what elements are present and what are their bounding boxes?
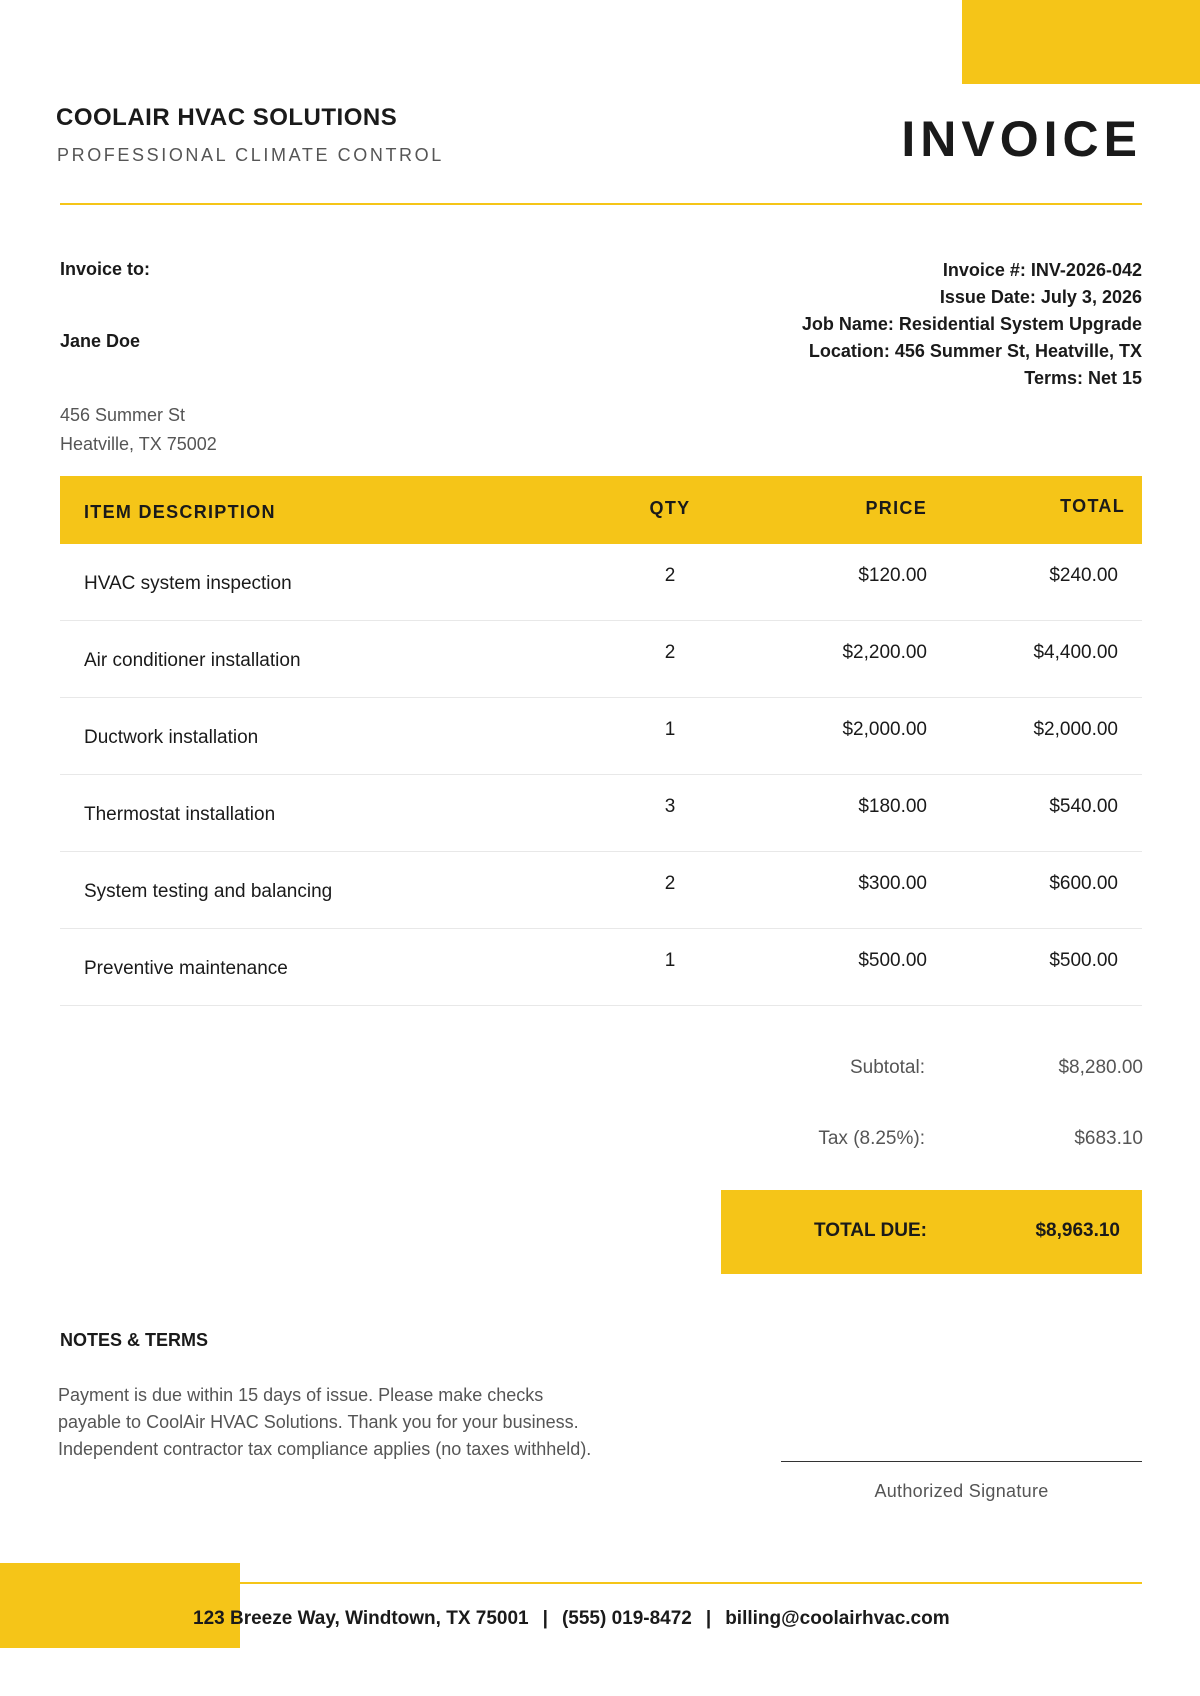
invoice-meta: [802, 257, 1142, 392]
item-description: HVAC system inspection: [84, 573, 292, 594]
item-qty: 3: [664, 796, 676, 817]
item-price: $300.00: [858, 873, 927, 894]
subtotal-label: Subtotal:: [850, 1057, 925, 1078]
footer-separator: |: [542, 1608, 548, 1629]
notes-title: NOTES & TERMS: [60, 1330, 209, 1350]
payment-terms: Terms: Net 15: [1024, 368, 1142, 388]
notes-body: Payment is due within 15 days of issue. Please make checks payable to CoolAir HVAC Solutions. Thank you for your business. Independent contractor tax compliance applies (no taxes withheld).: [58, 1385, 592, 1459]
invoice-to-label: Invoice to:: [60, 259, 151, 279]
job-name: Job Name: Residential System Upgrade: [801, 314, 1142, 334]
table-row: [60, 852, 1142, 929]
company-name: COOLAIR HVAC SOLUTIONS: [56, 104, 398, 131]
footer-separator: |: [705, 1608, 712, 1629]
item-total: $2,000.00: [1033, 719, 1118, 740]
corner-accent-block: [962, 0, 1200, 84]
table-row: [60, 544, 1142, 621]
item-total: $600.00: [1049, 873, 1118, 894]
item-description: Air conditioner installation: [84, 650, 301, 671]
total-due-box: [721, 1190, 1142, 1274]
column-header-price: PRICE: [865, 498, 927, 518]
invoice-number: Invoice #: INV-2026-042: [942, 260, 1142, 280]
table-row: [60, 775, 1142, 852]
footer-phone: (555) 019-8472: [561, 1608, 692, 1629]
items-table-body: [60, 544, 1142, 1006]
tax-label: Tax (8.25%):: [818, 1128, 925, 1149]
job-location: Location: 456 Summer St, Heatville, TX: [808, 341, 1142, 361]
item-qty: 2: [664, 642, 676, 663]
item-description: Ductwork installation: [84, 727, 259, 748]
client-name: Jane Doe: [60, 331, 141, 351]
item-qty: 2: [664, 565, 676, 586]
item-price: $2,000.00: [842, 719, 927, 740]
header-divider: [60, 203, 1142, 205]
item-qty: 1: [664, 950, 676, 971]
item-total: $4,400.00: [1033, 642, 1118, 663]
tax-value: $683.10: [1074, 1128, 1143, 1149]
total-due-value: $8,963.10: [1035, 1220, 1120, 1241]
item-price: $180.00: [858, 796, 927, 817]
client-address-line2: Heatville, TX 75002: [60, 434, 217, 454]
table-row: [60, 929, 1142, 1006]
signature-label: Authorized Signature: [874, 1481, 1049, 1501]
item-qty: 1: [664, 719, 676, 740]
table-row: [60, 698, 1142, 775]
document-title: INVOICE: [901, 111, 1142, 167]
company-tagline: PROFESSIONAL CLIMATE CONTROL: [57, 145, 444, 165]
signature-line: [781, 1461, 1142, 1462]
column-header-qty: QTY: [649, 498, 691, 518]
items-table-header: [60, 476, 1142, 544]
client-address-line1: 456 Summer St: [60, 405, 186, 425]
table-row: [60, 621, 1142, 698]
footer-email: billing@coolairhvac.com: [725, 1608, 950, 1629]
column-header-description: ITEM DESCRIPTION: [84, 502, 276, 522]
item-price: $500.00: [858, 950, 927, 971]
item-qty: 2: [664, 873, 676, 894]
footer-contact: [193, 1608, 950, 1630]
total-due-label: TOTAL DUE:: [814, 1220, 927, 1241]
subtotal-value: $8,280.00: [1058, 1057, 1143, 1078]
item-total: $240.00: [1049, 565, 1118, 586]
item-total: $500.00: [1049, 950, 1118, 971]
item-description: Preventive maintenance: [84, 958, 288, 979]
client-address: [60, 401, 217, 459]
issue-date: Issue Date: July 3, 2026: [939, 287, 1142, 307]
footer-address: 123 Breeze Way, Windtown, TX 75001: [193, 1608, 529, 1629]
item-price: $2,200.00: [842, 642, 927, 663]
item-description: Thermostat installation: [84, 804, 276, 825]
footer-accent-block: [0, 1563, 240, 1648]
item-total: $540.00: [1049, 796, 1118, 817]
item-description: System testing and balancing: [84, 881, 333, 902]
column-header-total: TOTAL: [1060, 496, 1125, 516]
item-price: $120.00: [858, 565, 927, 586]
